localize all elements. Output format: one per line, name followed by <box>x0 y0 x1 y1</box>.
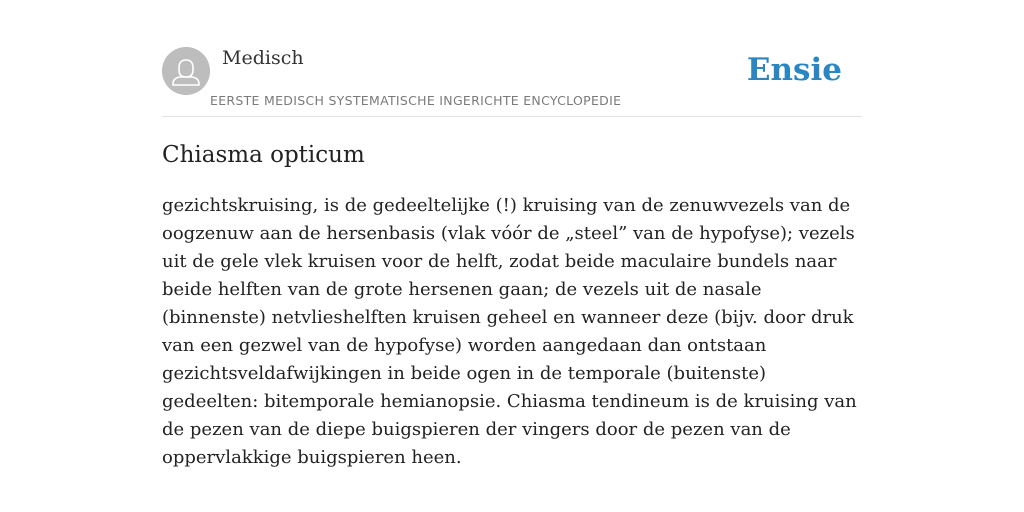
article-body: gezichtskruising, is de gedeeltelijke (!) kruising van de zenuwvezels van de oogzenuw aan de hersenbasis (vlak vóór de „steel” van de hypofyse); vezels uit de gele vlek kruisen voor de helft, zodat beide maculaire bundels naar beide helften van de grote hersenen gaan; de vezels uit de nasale (binnenste) netvlieshelften kruisen geheel en wanneer deze (bijv. door druk van een gezwel van de hypofyse) worden aangedaan dan ontstaan gezichtsveldafwijkingen in beide ogen in de temporale (buitenste) gedeelten: bitemporale hemianopsie. Chiasma tendineum is de kruising van de pezen van de diepe buigspieren der vingers door de pezen van de oppervlakkige buigspieren heen. <box>162 195 857 468</box>
encyclopedia-subtitle: EERSTE MEDISCH SYSTEMATISCHE INGERICHTE ENCYCLOPEDIE <box>210 93 622 108</box>
user-icon[interactable] <box>162 47 210 95</box>
category-link[interactable]: Medisch <box>222 47 304 69</box>
article-title: Chiasma opticum <box>162 142 365 168</box>
brand-logo[interactable]: Ensie <box>746 52 842 88</box>
page-header <box>162 46 862 117</box>
